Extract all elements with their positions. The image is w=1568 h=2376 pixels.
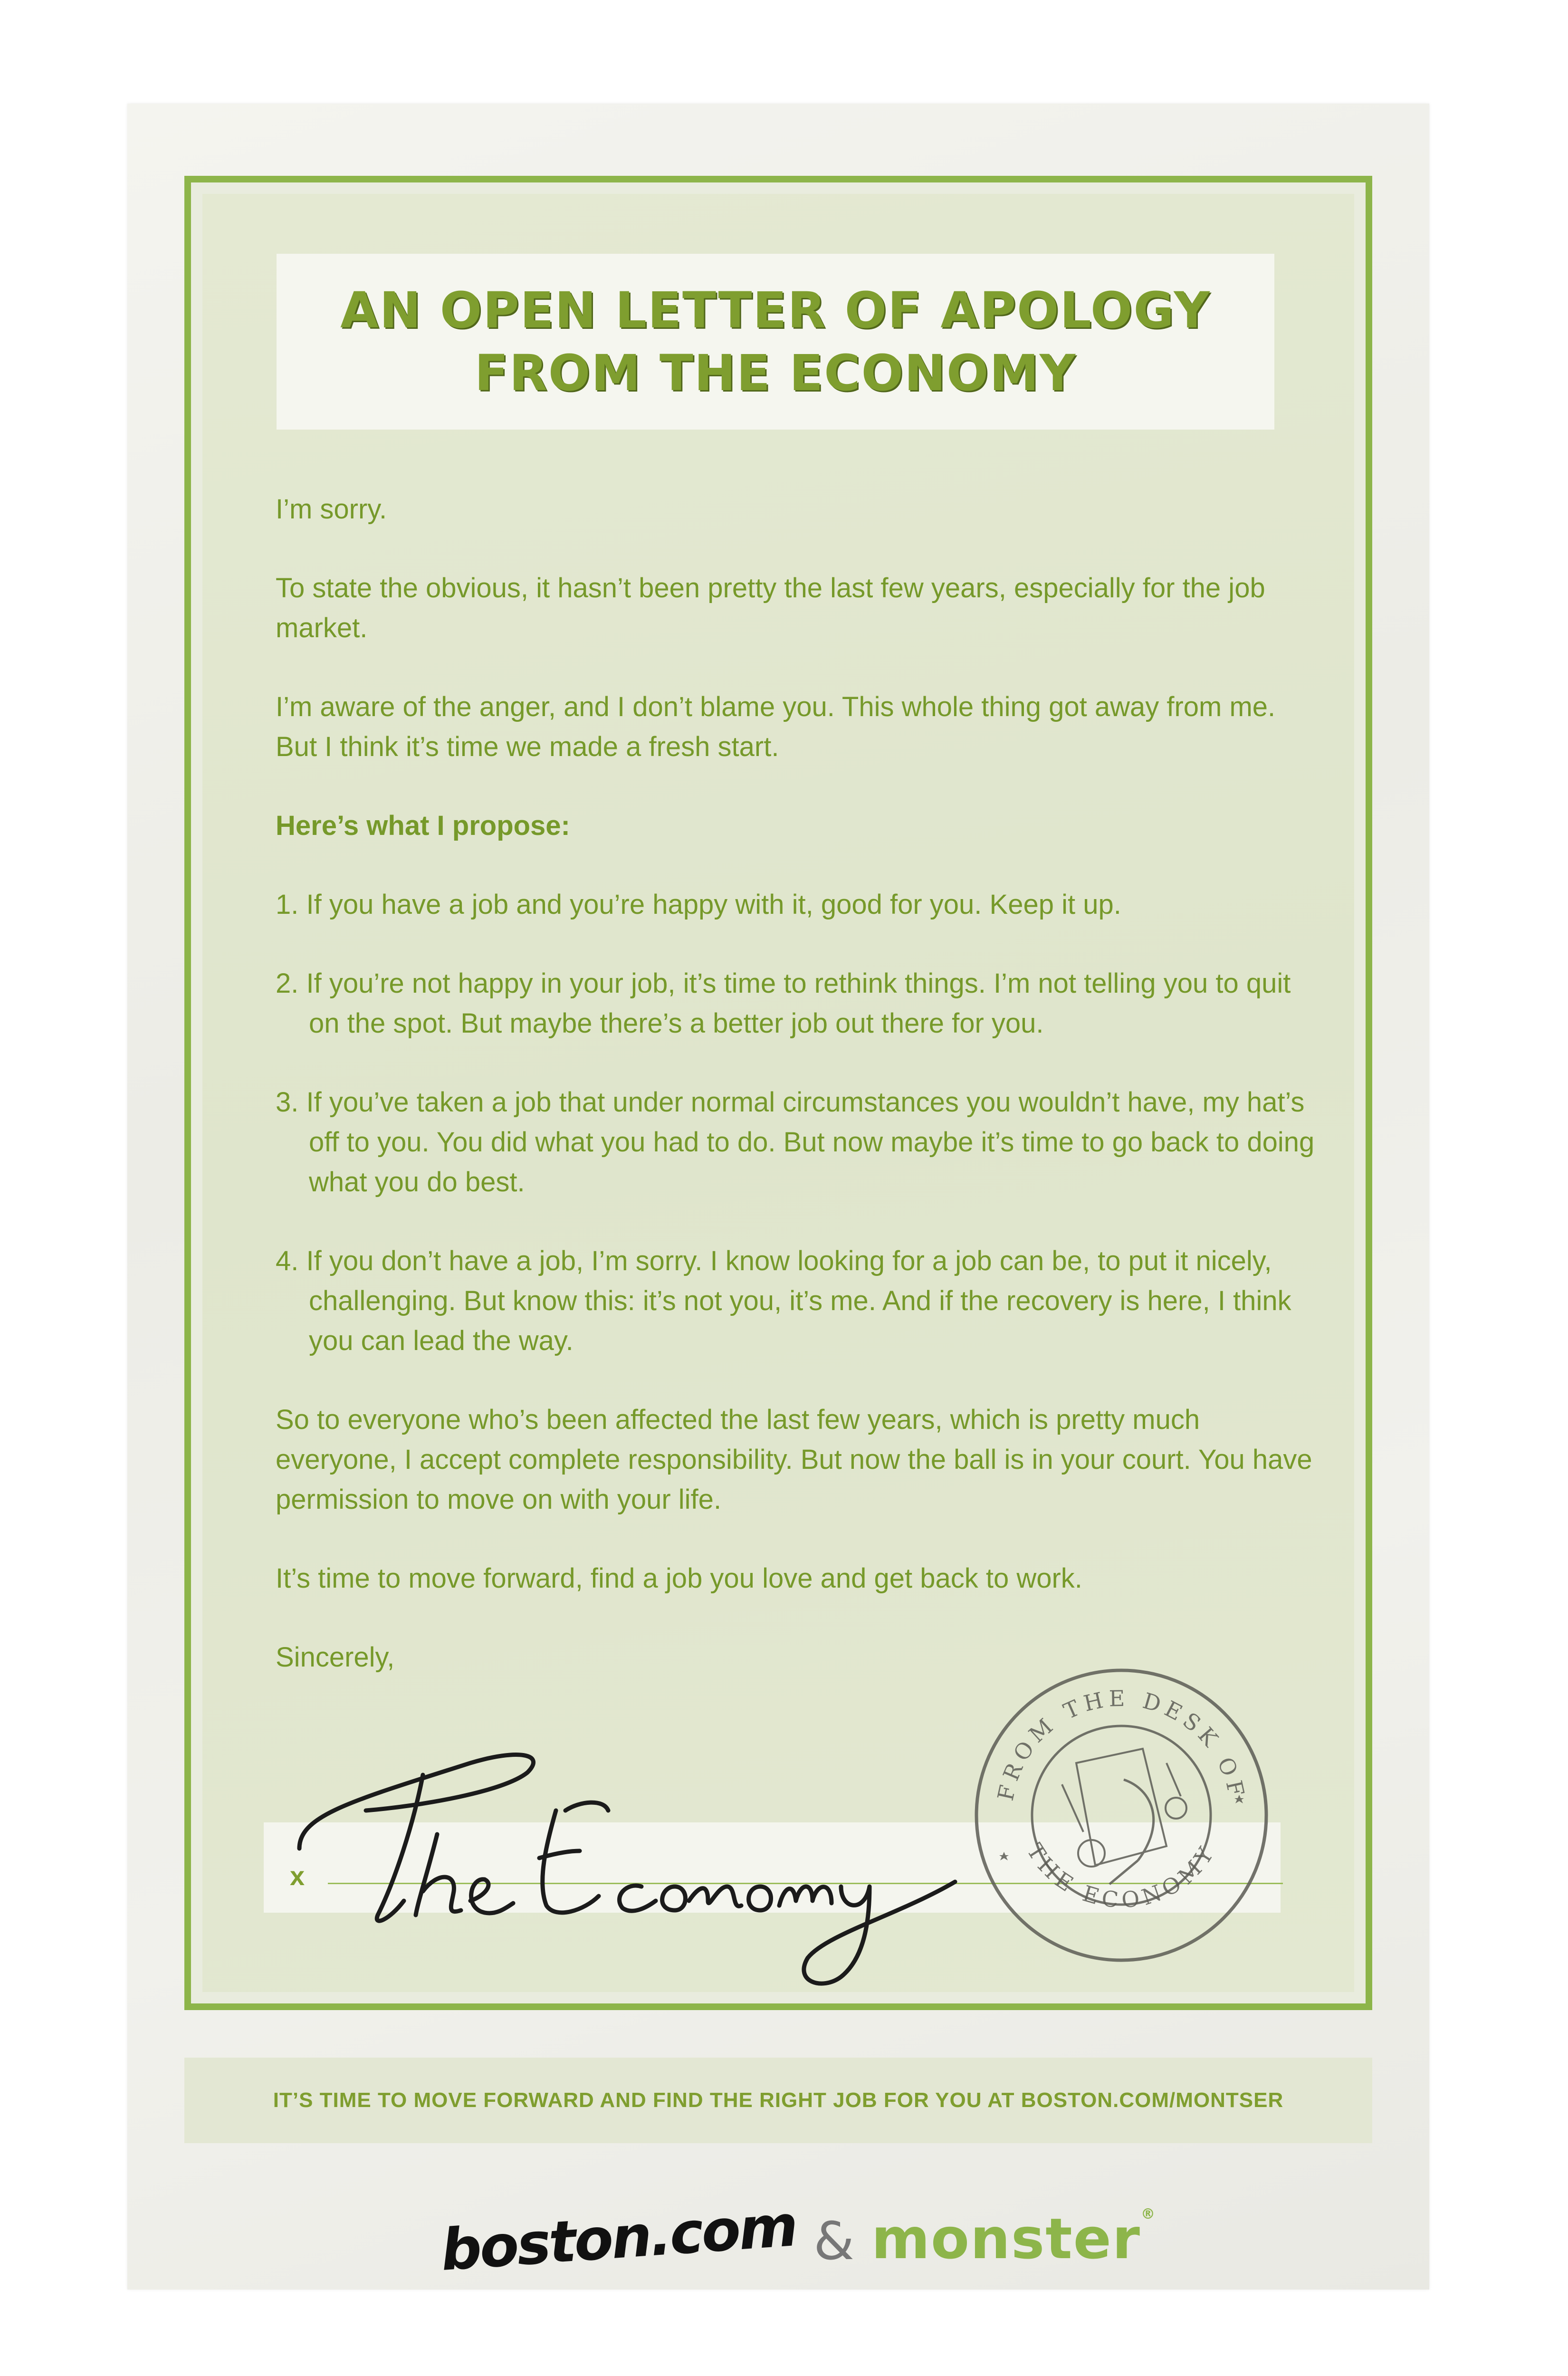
monster-logo-text: monster <box>871 2206 1141 2271</box>
closing: Sincerely, <box>276 1642 395 1673</box>
registered-mark: ® <box>1140 2206 1156 2223</box>
proposal-item-4: 4. If you don’t have a job, I’m sorry. I know looking for a job can be, to put it nicely, challenging. But know this: it’s not you, it’s me. And if the recovery is here, I think you can lead the way. <box>276 1245 1291 1356</box>
proposal-heading: Here’s what I propose: <box>276 810 570 841</box>
paragraph-3: So to everyone who’s been affected the last few years, which is pretty much everyone, I accept complete responsibility. But now the ball is in your court. You have permission to move on with your life. <box>276 1404 1312 1515</box>
title-line-2: FROM THE ECONOMY <box>474 344 1077 402</box>
signature-x-mark: x <box>290 1861 305 1891</box>
opening-line: I’m sorry. <box>276 494 387 525</box>
svg-text:THE ECONOMY: THE ECONOMY <box>1022 1839 1221 1913</box>
proposal-item-1: 1. If you have a job and you’re happy with it, good for you. Keep it up. <box>276 889 1121 920</box>
boston-logo: boston.com <box>439 2193 799 2284</box>
paragraph-2: I’m aware of the anger, and I don’t blame you. This whole thing got away from me. But I think it’s time we made a fresh start. <box>276 691 1276 762</box>
svg-text:FROM THE DESK OF: FROM THE DESK OF <box>992 1685 1251 1803</box>
title-line-1: AN OPEN LETTER OF APOLOGY <box>340 281 1211 339</box>
handwritten-signature <box>280 1692 974 1996</box>
proposal-item-3: 3. If you’ve taken a job that under normal circumstances you wouldn’t have, my hat’s off to you. You did what you had to do. But now maybe it’s time to go back to doing what you do best. <box>276 1087 1315 1198</box>
ampersand: & <box>813 2211 855 2271</box>
paragraph-1: To state the obvious, it hasn’t been pretty the last few years, especially for the job market. <box>276 573 1265 643</box>
cta-text: IT’S TIME TO MOVE FORWARD AND FIND THE RIGHT JOB FOR YOU AT BOSTON.COM/MONTSER <box>273 2089 1284 2112</box>
letter-body <box>276 489 1321 1716</box>
proposal-item-2: 2. If you’re not happy in your job, it’s time to rethink things. I’m not telling you to quit on the spot. But maybe there’s a better job out there for you. <box>276 968 1291 1039</box>
cta-banner <box>184 2058 1372 2143</box>
paragraph-4: It’s time to move forward, find a job you love and get back to work. <box>276 1563 1082 1594</box>
monster-logo <box>871 2206 1156 2271</box>
proposal-list <box>276 885 1321 1361</box>
seal-stamp <box>967 1661 1276 1970</box>
title-banner <box>277 254 1274 430</box>
sponsor-logos <box>418 2186 1178 2284</box>
